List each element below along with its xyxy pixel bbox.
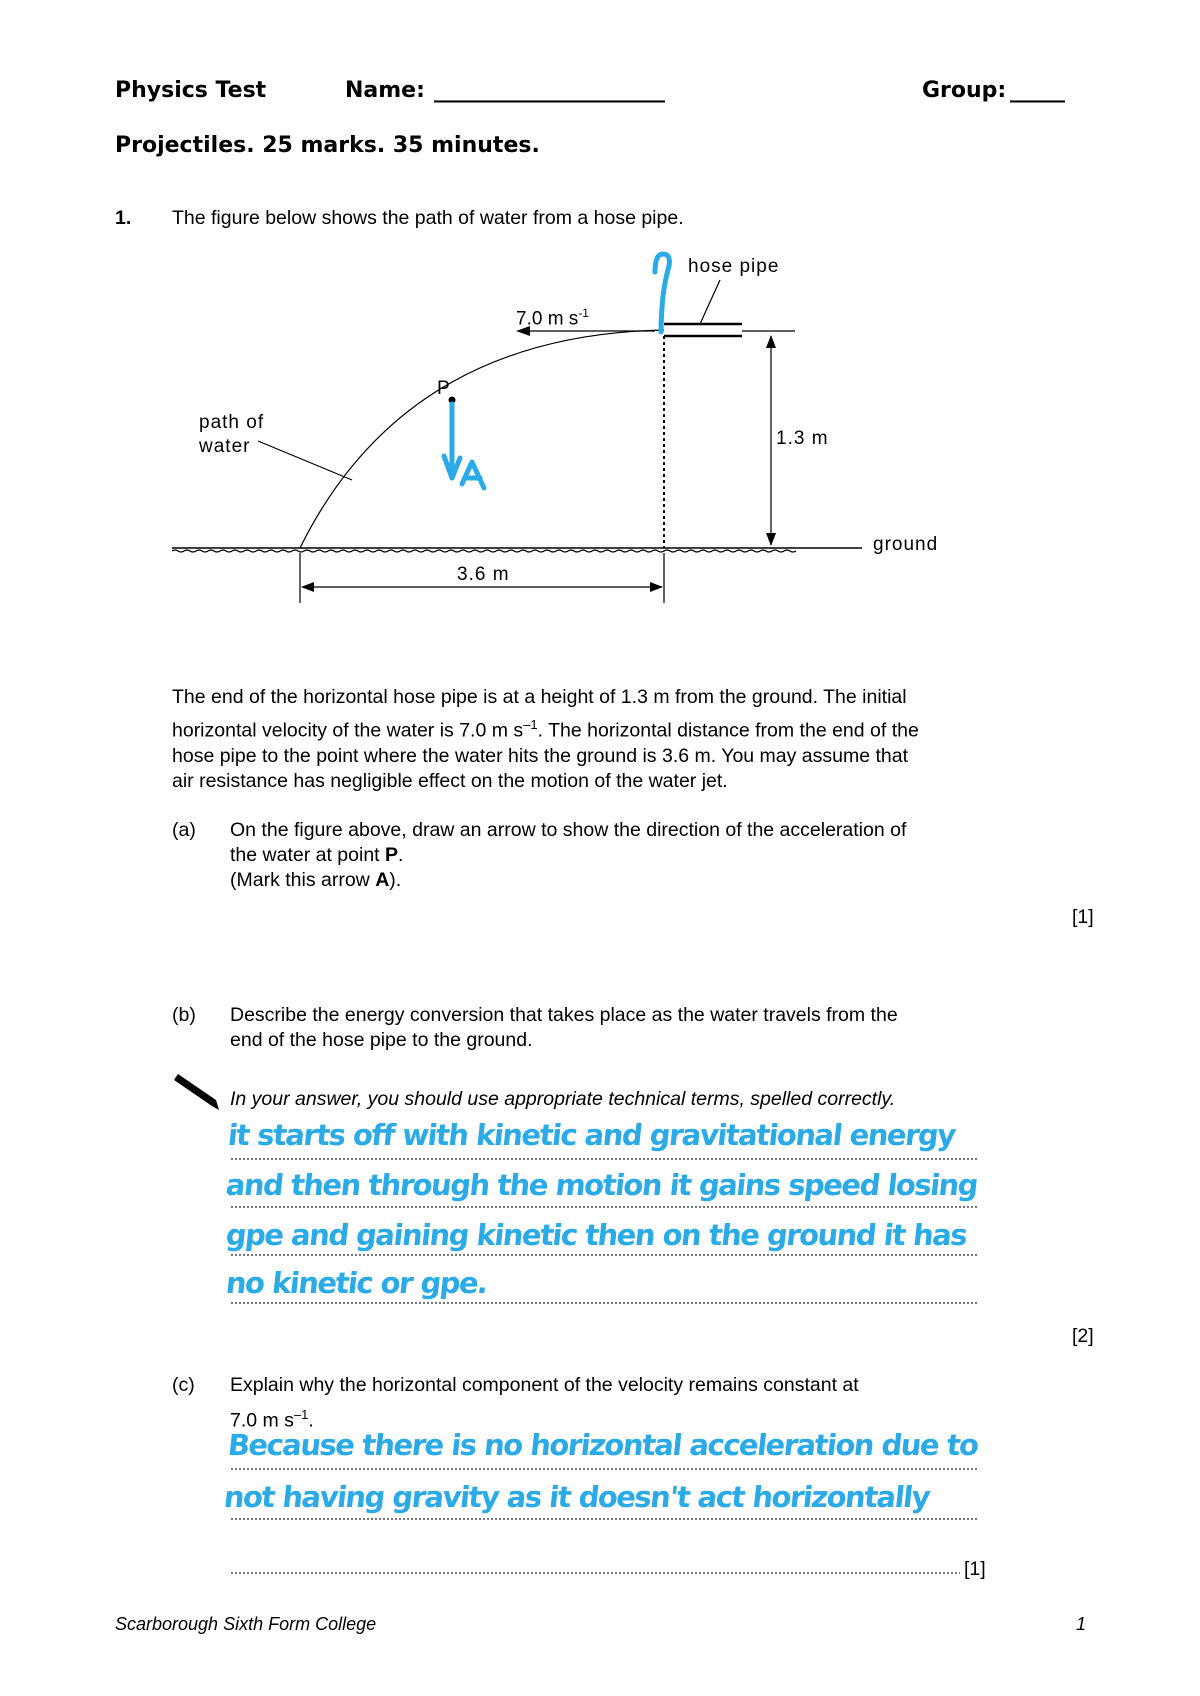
handwritten-answer-b-3: gpe and gaining kinetic then on the ground it has [224,1218,968,1252]
question-paragraph: The end of the horizontal hose pipe is at a height of 1.3 m from the ground. The initial horizontal velocity of the water is 7.0 m $s^{-1}$. The horizontal distance from the end of the hose pipe to the point where the water hits the ground is 3.6 m. You may assume that air resistance has negligible effect on the motion of the water jet. [172,686,919,792]
footer-college: Scarborough Sixth Form College [115,1614,377,1634]
point-p-label: P [437,378,450,399]
height-dimension [766,335,776,546]
part-a-text: On the figure above, draw an arrow to show the direction of the acceleration of the water at point P. (Mark this arrow A). [230,819,907,891]
hose-pipe-label: hose pipe [688,256,780,277]
handwritten-squiggle [655,254,669,332]
distance-label: 3.6 m [457,564,510,585]
part-a-label: (a) [172,819,196,841]
answer-line [230,1572,960,1574]
question-intro: The figure below shows the path of water from a hose pipe. [172,207,684,229]
handwritten-answer-b-1: it starts off with kinetic and gravitational energy [226,1118,957,1152]
velocity-label: 7.0 m $s^{-1}$ [516,306,589,330]
part-b-instruction: In your answer, you should use appropriate technical terms, spelled correctly. [230,1088,896,1110]
part-c-label: (c) [172,1374,195,1396]
path-leader-line [258,441,352,480]
answer-line [230,1302,977,1304]
pencil-icon [172,1072,220,1112]
part-b-marks: [2] [1072,1325,1094,1347]
part-c-marks: [1] [964,1558,986,1580]
subject-title: Physics Test [115,78,267,103]
part-a-marks: [1] [1072,906,1094,928]
answer-line [230,1468,977,1470]
answer-line [230,1254,977,1256]
group-line: _____ [1010,78,1065,103]
handwritten-answer-b-2: and then through the motion it gains speed losing [224,1168,979,1202]
group-label: Group: [922,78,1007,103]
page-number: 1 [1076,1614,1087,1634]
name-line: _____________________ [434,78,665,103]
answer-line [230,1518,977,1520]
test-subtitle: Projectiles. 25 marks. 35 minutes. [115,133,540,158]
handwritten-answer-c-2: not having gravity as it doesn't act horizontally [222,1480,931,1514]
ground-label: ground [873,534,939,555]
projectile-figure [0,0,1200,640]
hose-pipe [664,280,795,336]
answer-line [230,1158,977,1160]
question-number: 1. [115,207,132,229]
ground-line [172,548,862,552]
part-b-text: Describe the energy conversion that takes place as the water travels from the end of the hose pipe to the ground. [230,1004,898,1051]
path-of-water-label: path of water [199,412,265,457]
answer-line [230,1206,977,1208]
water-path-curve [300,330,664,548]
handwritten-answer-b-4: no kinetic or gpe. [224,1266,489,1300]
part-b-label: (b) [172,1004,196,1026]
acceleration-arrow-a [444,404,484,488]
handwritten-answer-c-1: Because there is no horizontal acceleration due to [226,1428,980,1462]
height-label: 1.3 m [776,428,829,449]
name-label: Name: [345,78,425,103]
part-c-text: Explain why the horizontal component of the velocity remains constant at 7.0 m $s^{-1}$. [230,1374,859,1432]
